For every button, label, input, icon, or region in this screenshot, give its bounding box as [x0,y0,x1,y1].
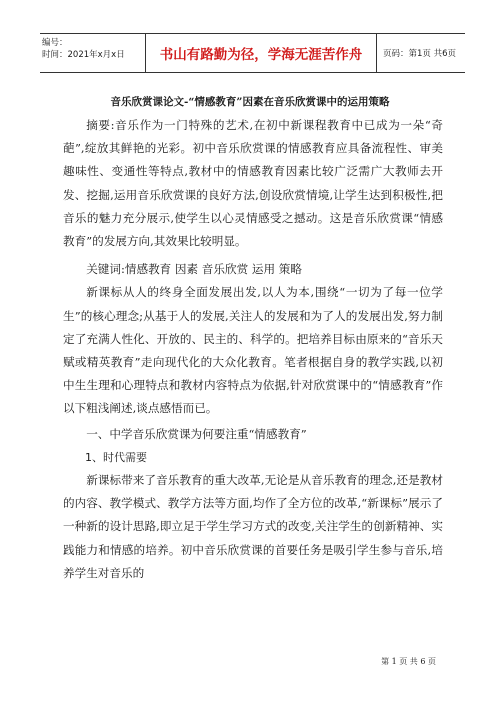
page-footer: 第 1 页 共 6 页 [381,657,436,666]
intro-paragraph: 新课标从人的终身全面发展出发,以人为本,围绕“一切为了每一位学生”的核心理念;从基于人的发展,关注人的发展和为了人的发展出发,努力制定了充满人性化、开放的、民主的、科学的。把培养目标由原来的“音乐天赋或精英教育”走向现代化的大众化教育。笔者根据自身的教学实践,以初中生生理和心理特点和教材内容特点为依据,针对欣赏课中的“情感教育”作以下粗浅阐述,谈点感悟而已。 [63,285,443,416]
document-body [63,114,443,585]
header-page-info: 页码：第1页 共6页 [383,49,457,59]
abstract-paragraph: 摘要:音乐作为一门特殊的艺术,在初中新课程教育中已成为一朵“奇葩”,绽放其鲜艳的光彩。初中音乐欣赏课的情感教育应具备流程性、审美趣味性、变通性等特点,教材中的情感教育因素比较广泛需广大教师去开发、挖掘,运用音乐欣赏课的良好方法,创设欣赏情境,让学生达到积极性,把音乐的魅力充分展示,使学生以心灵情感受之撼动。这是音乐欣赏课“情感教育”的发展方向,其效果比较明显。 [63,118,443,249]
body-paragraph: 新课标带来了音乐教育的重大改革,无论是从音乐教育的理念,还是教材的内容、教学模式、教学方法等方面,均作了全方位的改革,“新课标”展示了一种新的设计思路,即立足于学生学习方式的改变,关注学生的创新精神、实践能力和情感的培养。初中音乐欣赏课的首要任务是吸引学生参与音乐,培养学生对音乐的 [63,473,443,580]
document-title: 音乐欣赏课论文-“情感教育”因素在音乐欣赏课中的运用策略 [110,96,390,108]
header-left-info [40,34,145,72]
document-number-label: 编号： [42,38,68,48]
keywords-paragraph: 关键词:情感教育 因素 音乐欣赏 运用 策略 [86,262,302,277]
header-motto: 书山有路勤为径，学海无涯苦作舟 [145,34,377,72]
page-header [40,33,465,73]
subsection-heading: 1、时代需要 [85,450,147,464]
section-heading: 一、中学音乐欣赏课为何要注重“情感教育” [86,426,307,441]
document-date: 时间：2021年x月x日 [42,50,125,60]
